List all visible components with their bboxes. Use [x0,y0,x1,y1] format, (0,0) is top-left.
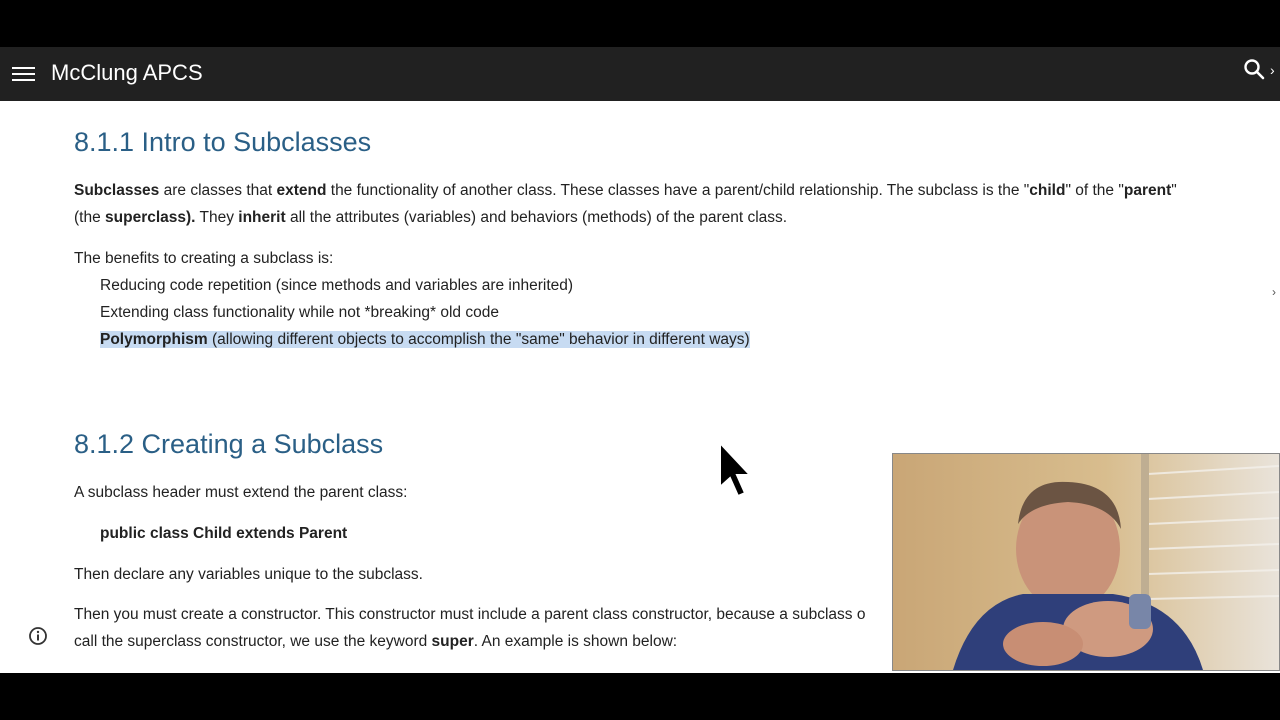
benefits-intro: The benefits to creating a subclass is: [74,250,334,267]
text-run: They [195,209,239,226]
hamburger-menu-icon[interactable] [12,63,35,85]
bottom-letterbox [0,673,1280,720]
overflow-edge-icon[interactable]: › [1270,62,1275,78]
intro-paragraph-line1 [74,182,1177,199]
text-run: " [1171,182,1177,199]
presenter-webcam [892,453,1280,671]
info-icon[interactable] [28,626,48,646]
constructor-paragraph: Then you must create a constructor. This constructor must include a parent class constructor, because a subclass o call the superclass constructor, we use the keyword super. An example is shown below: [74,606,866,650]
search-icon[interactable] [1243,58,1265,80]
header-intro: A subclass header must extend the parent class: [74,484,408,501]
edge-marker: › [1272,285,1276,299]
benefit-item: Reducing code repetition (since methods and variables are inherited) [100,277,574,294]
section-title-intro: 8.1.1 Intro to Subclasses [74,127,372,157]
code-example: public class Child extends Parent [100,525,348,542]
site-header [0,47,1280,101]
benefit-item-selected [100,326,1240,353]
bold-term: Subclasses [74,182,160,199]
super-keyword: super [431,633,474,650]
section-title-creating: 8.1.2 Creating a Subclass [74,429,384,459]
mouse-pointer [718,441,754,499]
text-run: all the attributes (variables) and behaviors (methods) of the parent class. [285,209,788,226]
top-letterbox [0,0,1280,47]
intro-paragraph-line2 [74,209,787,226]
declare-vars-text: Then declare any variables unique to the subclass. [74,566,423,583]
site-title[interactable]: McClung APCS [51,60,203,85]
bold-term: inherit [238,209,286,226]
bold-term: extend [276,182,327,199]
text-run: " of the " [1065,182,1124,199]
intro-paragraph [74,177,1214,231]
polymorphism-term: Polymorphism [100,331,208,348]
bold-term: child [1029,182,1066,199]
text-run: (the [74,209,106,226]
constructor-line2: call the superclass constructor, we use the keyword [74,633,432,650]
benefit-item: Extending class functionality while not *breaking* old code [100,304,499,321]
text-run: the functionality of another class. These classes have a parent/child relationship. The subclass is the " [326,182,1030,199]
bold-term: superclass). [105,209,196,226]
constructor-line1: Then you must create a constructor. This constructor must include a parent class constructor, because a subclass o [74,606,866,623]
polymorphism-description: (allowing different objects to accomplish the "same" behavior in different ways) [207,331,750,348]
bold-term: parent [1123,182,1172,199]
text-run: are classes that [159,182,277,199]
